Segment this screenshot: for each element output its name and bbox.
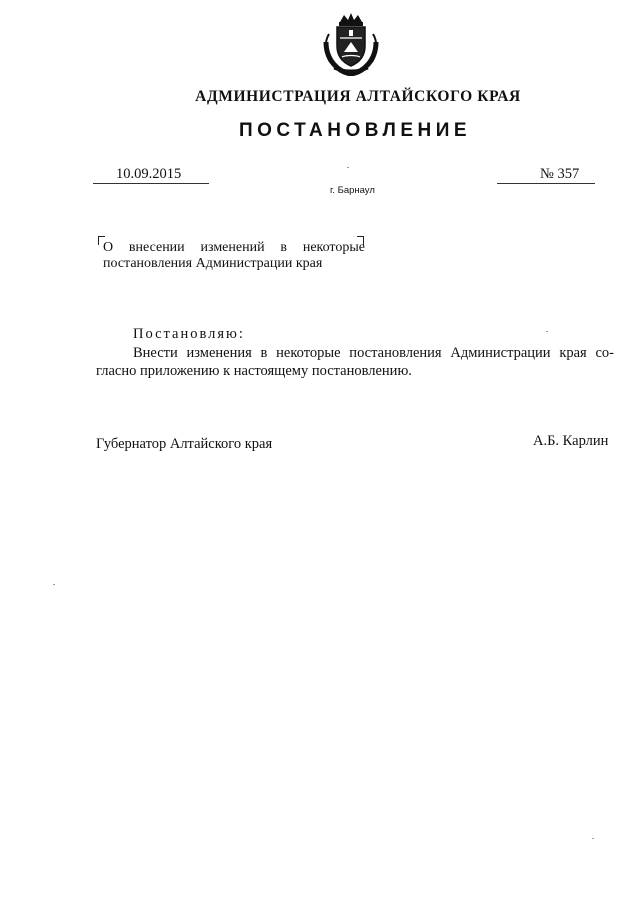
scan-speck [546,331,548,332]
scan-speck [592,838,594,839]
signer-name: А.Б. Карлин [533,433,609,449]
scan-speck [347,167,349,168]
resolve-label: Постановляю: [133,326,245,342]
city-label: г. Барнаул [330,185,375,196]
signer-title: Губернатор Алтайского края [96,436,273,452]
document-subject [103,240,365,272]
number-underline [497,183,595,184]
body-line: гласно приложению к настоящему постановлению. [96,363,412,379]
organization-title: АДМИНИСТРАЦИЯ АЛТАЙСКОГО КРАЯ [195,88,521,105]
coat-of-arms-icon [320,12,382,76]
date-underline [93,183,209,184]
document-date: 10.09.2015 [116,166,182,182]
document-type-heading: ПОСТАНОВЛЕНИЕ [238,120,472,141]
scan-speck [53,584,55,585]
subject-line: О внесении изменений в некоторые [103,240,365,255]
document-number: № 357 [540,166,580,182]
subject-line: постановления Администрации края [103,256,323,271]
body-paragraph [96,344,614,380]
body-line: Внести изменения в некоторые постановления Администрации края со- [133,345,614,361]
